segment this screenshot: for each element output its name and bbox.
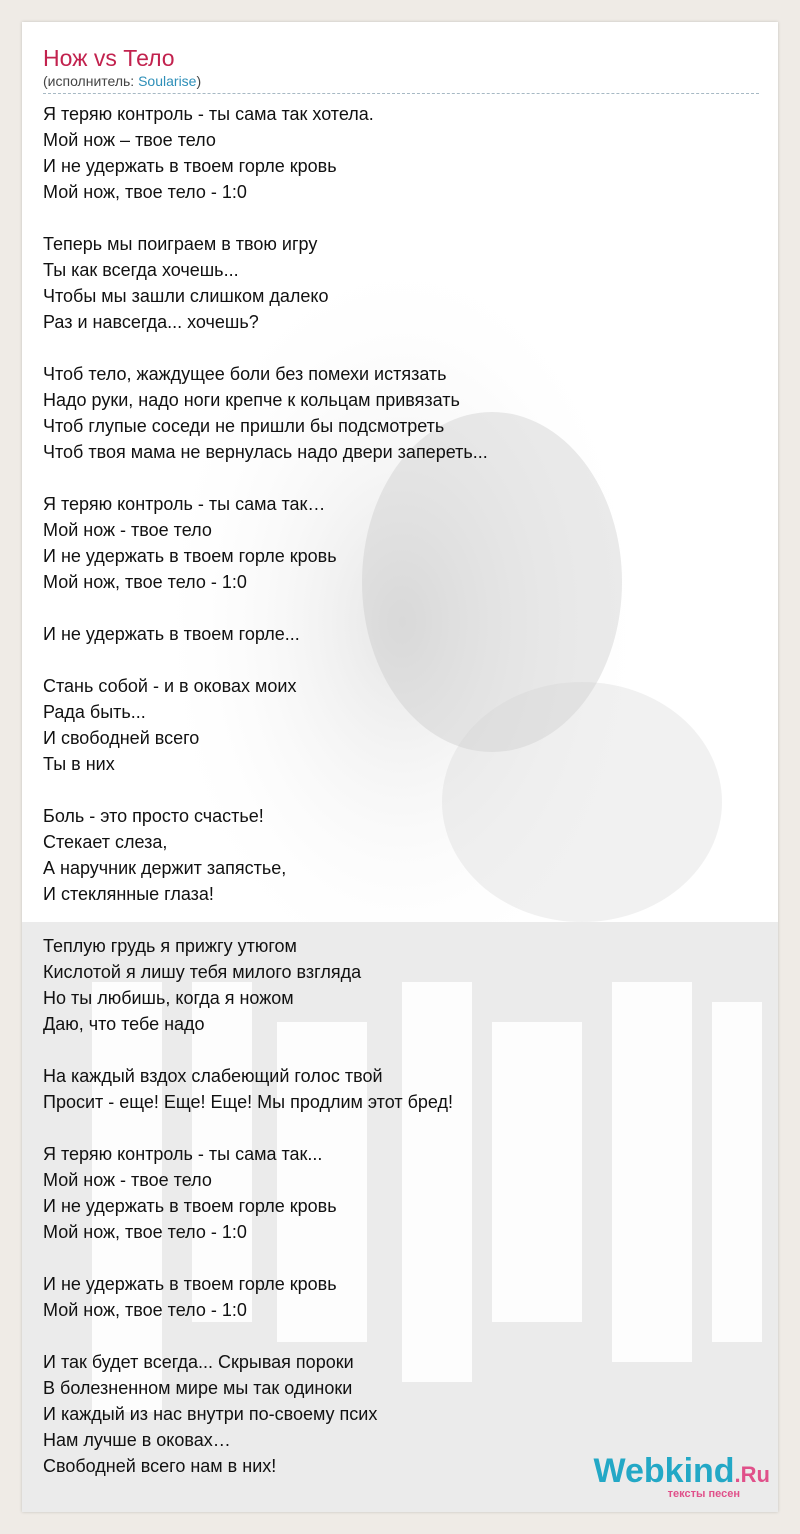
artist-suffix: ) — [196, 73, 202, 89]
stanza — [43, 1141, 759, 1245]
lyric-line: Я теряю контроль - ты сама так... — [43, 1144, 323, 1164]
stanza — [43, 1271, 759, 1323]
stanza — [43, 231, 759, 335]
logo-tagline: тексты песен — [667, 1488, 740, 1500]
logo-tld: .Ru — [734, 1462, 770, 1487]
lyric-line: Я теряю контроль - ты сама так… — [43, 494, 326, 514]
lyric-line: Мой нож, твое тело - 1:0 — [43, 182, 247, 202]
lyric-line: На каждый вздох слабеющий голос твой — [43, 1066, 383, 1086]
lyric-line: Теперь мы поиграем в твою игру — [43, 234, 318, 254]
lyric-line: И не удержать в твоем горле кровь — [43, 156, 337, 176]
artist-link[interactable]: Soularise — [138, 73, 197, 89]
lyric-line: Мой нож, твое тело - 1:0 — [43, 572, 247, 592]
stanza — [43, 1063, 759, 1115]
artist-line — [43, 72, 759, 94]
lyric-line: Мой нож – твое тело — [43, 130, 216, 150]
site-logo[interactable] — [580, 1454, 770, 1500]
song-title: Нож vs Тело — [43, 45, 175, 71]
lyric-line: Боль - это просто счастье! — [43, 806, 264, 826]
lyric-line: Теплую грудь я прижгу утюгом — [43, 936, 297, 956]
lyric-line: Я теряю контроль - ты сама так хотела. — [43, 104, 374, 124]
lyric-line: И не удержать в твоем горле кровь — [43, 1274, 337, 1294]
lyric-line: Мой нож, твое тело - 1:0 — [43, 1300, 247, 1320]
stanza — [43, 803, 759, 907]
lyric-line: Ты в них — [43, 754, 115, 774]
lyric-line: Но ты любишь, когда я ножом — [43, 988, 294, 1008]
lyric-line: Стекает слеза, — [43, 832, 168, 852]
lyric-line: Мой нож, твое тело - 1:0 — [43, 1222, 247, 1242]
lyric-line: Раз и навсегда... хочешь? — [43, 312, 259, 332]
lyric-line: Чтобы мы зашли слишком далеко — [43, 286, 329, 306]
lyric-line: Надо руки, надо ноги крепче к кольцам привязать — [43, 390, 460, 410]
artist-prefix: (исполнитель: — [43, 73, 139, 89]
lyrics-body — [43, 101, 759, 1479]
lyric-line: Мой нож - твое тело — [43, 520, 212, 540]
lyric-line: Ты как всегда хочешь... — [43, 260, 239, 280]
lyric-line: Кислотой я лишу тебя милого взгляда — [43, 962, 362, 982]
lyric-line: И стеклянные глаза! — [43, 884, 214, 904]
lyric-line: Чтоб тело, жаждущее боли без помехи истязать — [43, 364, 447, 384]
lyric-line: Нам лучше в оковах… — [43, 1430, 231, 1450]
lyrics-card — [22, 22, 778, 1512]
lyric-line: В болезненном мире мы так одиноки — [43, 1378, 353, 1398]
logo-brand: Webkind — [593, 1452, 735, 1490]
logo-wordmark — [580, 1454, 770, 1492]
stanza — [43, 491, 759, 595]
lyric-line: Рада быть... — [43, 702, 146, 722]
lyric-line: И не удержать в твоем горле... — [43, 624, 300, 644]
lyric-line: Чтоб твоя мама не вернулась надо двери запереть... — [43, 442, 488, 462]
lyric-line: Мой нож - твое тело — [43, 1170, 212, 1190]
lyric-line: И не удержать в твоем горле кровь — [43, 1196, 337, 1216]
stanza — [43, 673, 759, 777]
lyric-line: И свободней всего — [43, 728, 200, 748]
lyric-line: Стань собой - и в оковах моих — [43, 676, 297, 696]
lyric-line: А наручник держит запястье, — [43, 858, 287, 878]
lyric-line: Даю, что тебе надо — [43, 1014, 205, 1034]
stanza — [43, 621, 759, 647]
lyric-line: Просит - еще! Еще! Еще! Мы продлим этот бред! — [43, 1092, 454, 1112]
stanza — [43, 361, 759, 465]
lyric-line: И каждый из нас внутри по-своему псих — [43, 1404, 378, 1424]
lyric-line: И так будет всегда... Скрывая пороки — [43, 1352, 354, 1372]
lyric-line: Свободней всего нам в них! — [43, 1456, 277, 1476]
stanza — [43, 933, 759, 1037]
lyric-line: Чтоб глупые соседи не пришли бы подсмотреть — [43, 416, 445, 436]
stanza — [43, 101, 759, 205]
lyric-line: И не удержать в твоем горле кровь — [43, 546, 337, 566]
